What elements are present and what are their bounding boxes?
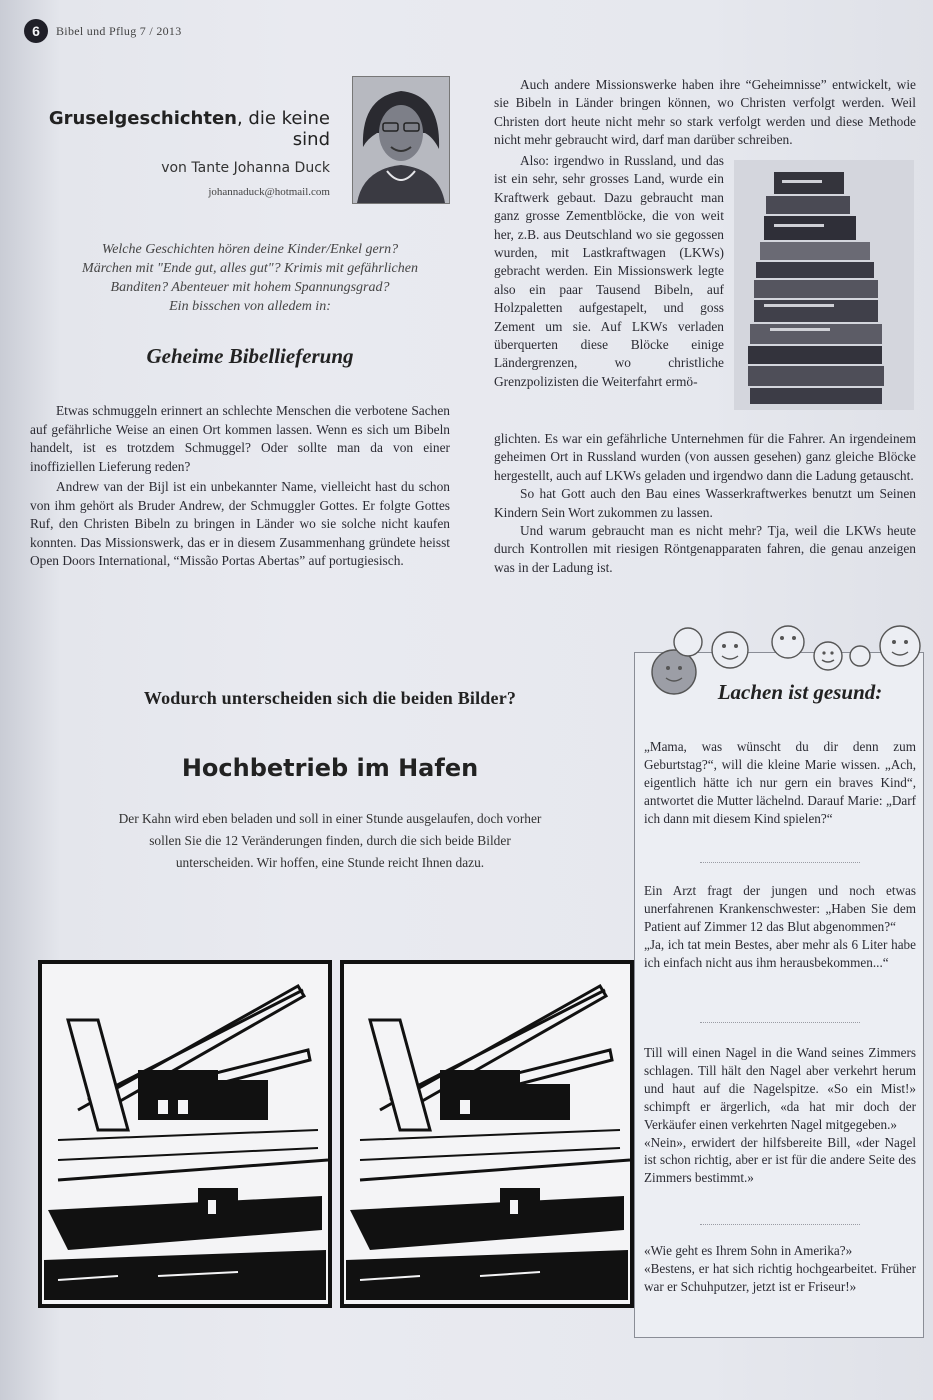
right-column-lower-text [494, 430, 916, 577]
paragraph: Auch andere Missionswerke haben ihre “Geheimnisse” entwickelt, wie sie Bibeln in Länder bringen können, wo Christen verfolgt werden. Weil Christen dort heute nicht mehr so stark verfolgt werden und diese Methode nicht mehr gebraucht wird, darf man darüber schreiben. [494, 77, 916, 148]
paragraph: So hat Gott auch den Bau eines Wasserkraftwerkes benutzt um Seinen Kindern Sein Wort zukommen zu lassen. [494, 486, 916, 520]
article-title-block [30, 108, 330, 198]
harbour-picture-left [38, 960, 332, 1308]
section-heading: Geheime Bibellieferung [146, 344, 354, 368]
author-photo [352, 76, 450, 204]
joke-item: Ein Arzt fragt der jungen und noch etwas unerfahrenen Krankenschwester: „Haben Sie dem Patient auf Zimmer 12 das Blut abgenommen?“ „Ja, ich tat mein Bestes, aber mehr als 6 Liter habe ich einfach nicht aus ihm herausbekommen...“ [644, 883, 916, 970]
jokes-heading: Lachen ist gesund: [717, 680, 883, 704]
puzzle-instructions: Der Kahn wird eben beladen und soll in einer Stunde ausgelaufen, doch vorher sollen Sie die 12 Veränderungen finden, durch die sich beide Bilder unterscheiden. Wir hoffen, eine Stunde reicht Ihnen dazu. [118, 811, 542, 870]
article-title: Gruselgeschichten, die keine sind [48, 108, 330, 150]
joke-divider [700, 862, 860, 863]
joke-item: „Mama, was wünscht du dir denn zum Geburtstag?“, will die kleine Marie wissen. „Ach, eigentlich hätte ich nur gern ein braves Kind“, antwortet die Mutter lächelnd. Darauf Marie: „Darf ich dann mit diesem Kind spielen?“ [644, 739, 916, 826]
right-column-narrow-text [494, 152, 724, 391]
joke-item: Till will einen Nagel in die Wand seines Zimmers schlagen. Till hält den Nagel aber verkehrt herum und haut auf die Nagelspitze. «So ein Mist!» schimpft er ärgerlich, «da hat mir doch der Verkäufer einen verkehrten Nagel mitgegeben.» «Nein», erwidert der hilfsbereite Bill, «der Nagel ist schon richtig, aber er ist für die andere Seite des Zimmers bestimmt.» [644, 1045, 916, 1186]
paragraph: Und warum gebraucht man es nicht mehr? Tja, weil die LKWs heute durch Kontrollen mit riesigen Röntgenapparaten fahren, die genau anzeigen was in der Ladung ist. [494, 523, 916, 575]
puzzle-title: Hochbetrieb im Hafen [181, 754, 479, 782]
paragraph: Etwas schmuggeln erinnert an schlechte Menschen die verbotene Sachen auf gefährliche Weise an einen Ort kommen lassen. Wenn es sich um Bibeln handelt, ist es trotzdem Schmuggel? Oder sollte man da von einer inoffiziellen Lieferung reden? [30, 403, 450, 474]
article-intro: Welche Geschichten hören deine Kinder/Enkel gern? Märchen mit "Ende gut, alles gut"? Krimis mit gefährlichen Banditen? Abenteuer mit hohem Spannungsgrad? Ein bisschen von alledem in: [82, 242, 418, 314]
joke-divider [700, 1022, 860, 1023]
author-email: johannaduck@hotmail.com [208, 186, 330, 198]
joke-item: «Wie geht es Ihrem Sohn in Amerika?» «Bestens, er hat sich richtig hochgearbeitet. Früher war er Schuhputzer, jetzt ist er Friseur!» [644, 1243, 916, 1294]
right-column-top-text [494, 76, 916, 150]
paragraph: glichten. Es war ein gefährliche Unternehmen für die Fahrer. An irgendeinem geheimen Ort in Russland wurden (von aussen gesehen) ganz gleiche Blöcke hergestellt, auch auf LKWs geladen und irgendwo dann die Ladung getauscht. [494, 431, 916, 483]
paragraph: Andrew van der Bijl ist ein unbekannter Name, vielleicht hast du schon von ihm gehört als Bruder Andrew, der Schmuggler Gottes. Er folgte Gottes Ruf, den Christen Bibeln zu bringen in Länder wo sie solche nicht kaufen konnten. Das Missionswerk, das er in diesem Zusammenhang gründete heisst Open Doors International, “Missão Portas Abertas” auf portugiesisch. [30, 479, 450, 568]
joke-divider [700, 1224, 860, 1225]
puzzle-question: Wodurch unterscheiden sich die beiden Bilder? [143, 688, 517, 708]
stacked-bibles-photo [734, 160, 914, 410]
running-head: Bibel und Pflug 7 / 2013 [56, 23, 182, 38]
harbour-picture-right [340, 960, 634, 1308]
paragraph: Also: irgendwo in Russland, und das ist ein sehr, sehr grosses Land, wurde ein Kraftwerk gebaut. Dazu gebraucht man ganz grosse Zementblöcke, die von weit her, z.B. aus Deutschland wo sie gegossen wurden, mit Lastkraftwagen (LKWs) gebracht werden. Ein Missionswerk legte also ein paar Tausend Bibeln, auf Holzpaletten aufgestapelt, und goss Zement um sie. Auf LKWs verladen überquerten diese Blöcke einige Ländergrenzen, wo christliche Grenzpolizisten die Weiterfahrt ermö- [494, 153, 724, 389]
page-number: 6 [24, 19, 48, 43]
left-column-text [30, 402, 450, 571]
page-header [24, 18, 182, 44]
article-byline: von Tante Johanna Duck [161, 160, 330, 176]
